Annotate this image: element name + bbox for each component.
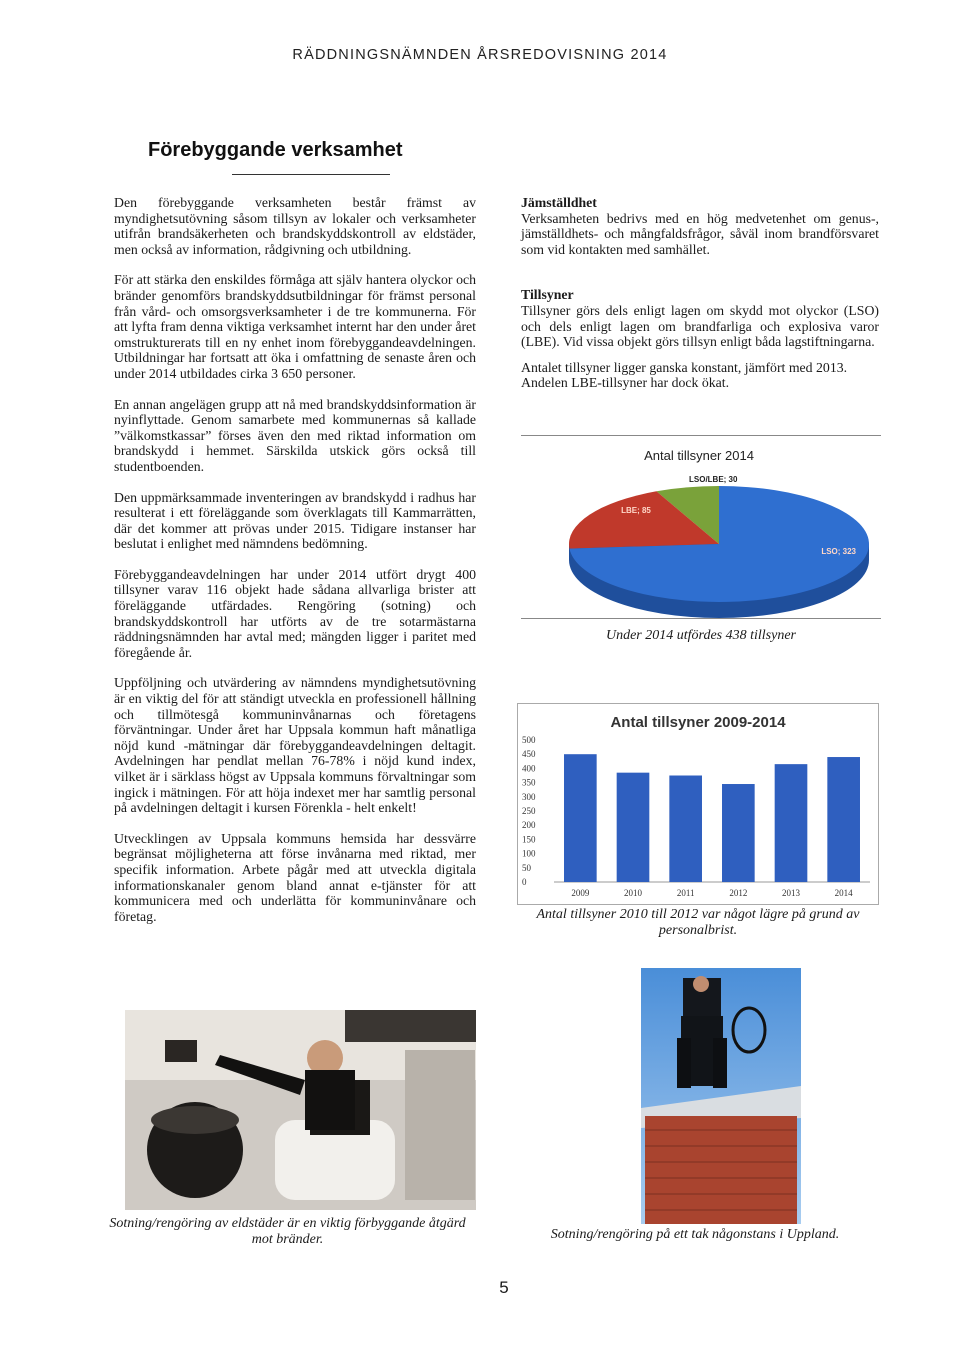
left-column <box>114 195 476 939</box>
tillsyner-text-2: Antalet tillsyner ligger ganska konstant, jämfört med 2013. Andelen LBE-tillsyner har dock ökat. <box>521 359 848 391</box>
pie-chart <box>521 435 881 619</box>
y-tick-label: 400 <box>522 763 536 774</box>
right-column <box>521 195 879 406</box>
bar-2012 <box>722 784 755 882</box>
x-tick-label: 2011 <box>676 888 695 898</box>
jamstalldhet-heading: Jämställdhet <box>521 195 597 210</box>
pie-data-label: LSO; 323 <box>821 547 856 556</box>
paragraph-education: För att stärka den enskildes förmåga att själv hantera olyckor och bränder genomförs brandskyddsutbildningar för främst personal från vård- och omsorgsverksamheter i de tre kommunerna. För att lyfta fram denna viktiga verksamhet internt har den under året omstrukturerats till en ny enhet inom förebyggandeavdelningen. Utbildningar har fortsatt att öka i omfattning de senaste åren och under 2014 utbildades cirka 3 650 personer. <box>114 272 476 381</box>
y-tick-label: 450 <box>522 749 536 760</box>
paragraph-newcomers: En annan angelägen grupp att nå med brandskyddsinformation är nyinflyttade. Genom samarbete med kommunernas så kallade ”välkomstkassar” förses även den med riktad information om brandskydd i hemmet. Särskilda utskick görs också till studentboenden. <box>114 396 476 474</box>
title-underline <box>232 174 390 175</box>
y-tick-label: 0 <box>522 877 527 887</box>
x-tick-label: 2012 <box>729 888 748 898</box>
paragraph-website: Utvecklingen av Uppsala kommuns hemsida har dessvärre begränsat möjligheterna att förse invånarna med riktad, mer specifik information. Arbete pågår med att utveckla digitala informationskanaler genom bland annat e-tjänster för att kommunicera med och underlätta för kommuninvånare och företag. <box>114 830 476 924</box>
section-title: Förebyggande verksamhet <box>148 139 403 161</box>
pie-data-label: LSO/LBE; 30 <box>689 475 738 484</box>
bar-chart-caption: Antal tillsyner 2010 till 2012 var något lägre på grund av personalbrist. <box>536 907 860 938</box>
tillsyner-text: Tillsyner görs dels enligt lagen om skydd mot olyckor (LSO) och dels enligt lagen om brandfarliga och explosiva varor (LBE). Vid vissa objekt görs tillsyn enligt båda lagstiftningarna. <box>521 302 879 350</box>
paragraph-inventory: Den uppmärksammade inventeringen av brandskydd i radhus har resulterat i ett föreläggande som överklagats till Kammarrätten, där det kommer att prövas under 2015. Tidigare instanser har beslutat i enlighet med nämndens bedömning. <box>114 489 476 552</box>
bar-2014 <box>827 757 860 882</box>
paragraph-intro: Den förebyggande verksamheten består främst av myndighetsutövning såsom tillsyn av lokaler och verksamheter utifrån brandsäkerheten och brandskyddskontroll av eldstäder, men också av information, rådgivning och utbildning. <box>114 195 476 257</box>
page-number: 5 <box>499 1278 509 1297</box>
x-tick-label: 2009 <box>571 888 590 898</box>
x-tick-label: 2010 <box>624 888 642 898</box>
sweep-roof-photo <box>641 968 801 1224</box>
y-tick-label: 250 <box>522 806 536 816</box>
bar-2011 <box>669 776 702 883</box>
bar-2009 <box>564 754 597 882</box>
jamstalldhet-text: Verksamheten bedrivs med en hög medvetenhet om genus-, jämställdhets- och mångfaldsfrågor, såväl inom brandförsvaret som vid kontakten med samhället. <box>521 210 879 257</box>
x-tick-label: 2014 <box>834 888 853 898</box>
paragraph-followup: Uppföljning och utvärdering av nämndens myndighetsutövning är en viktig del för att ständigt utveckla en professionell hållning och tillmötesgå kommuninvånarnas och företagens förväntningar. Under året har Uppsala kommun haft månatliga nöjd kund -mätningar där förebyggandeavdelningen deltagit. Avdelningen har pendlat mellan 76-78% i nöjd kund index, vilket är i särklass högst av Uppsala kommuns förvaltningar som ingick i mätningen. För att höja indexet mer har samtlig personal på avdelningen deltagit i kursen Förenkla - helt enkelt! <box>114 675 476 816</box>
y-tick-label: 100 <box>522 848 536 859</box>
y-tick-label: 350 <box>522 777 536 788</box>
y-tick-label: 500 <box>522 735 536 745</box>
tillsyner-heading: Tillsyner <box>521 287 574 303</box>
x-tick-label: 2013 <box>782 888 800 898</box>
bar-chart <box>517 703 879 905</box>
pie-chart-caption: Under 2014 utfördes 438 tillsyner <box>605 628 797 643</box>
y-tick-label: 300 <box>522 791 536 802</box>
y-tick-label: 200 <box>522 820 536 831</box>
photo-left-caption: Sotning/rengöring av eldstäder är en viktig förbyggande åtgärd mot bränder. <box>109 1216 466 1247</box>
photo-right-caption: Sotning/rengöring på ett tak någonstans i Uppland. <box>550 1227 840 1242</box>
bar-2010 <box>617 773 650 882</box>
sweep-indoor-photo <box>125 1010 476 1210</box>
report-header: RÄDDNINGSNÄMNDEN ÅRSREDOVISNING 2014 <box>292 47 668 63</box>
pie-data-label: LBE; 85 <box>621 506 651 515</box>
jamstalldhet-block <box>521 195 879 257</box>
paragraph-inspections: Förebyggandeavdelningen har under 2014 utfört drygt 400 tillsyner varav 116 objekt hade sådana allvarliga brister att föreläggande utfärdades. Rengöring (sotning) och brandskyddskontroll har utförts av de tre sotarmästarna räddningsnämnden har avtal med; mängden ligger i paritet med föregående år. <box>114 566 476 660</box>
y-tick-label: 150 <box>522 834 536 845</box>
bar-chart-title: Antal tillsyner 2009-2014 <box>610 714 786 731</box>
y-tick-label: 50 <box>522 862 531 873</box>
tillsyner-block <box>521 287 879 391</box>
pie-chart-title: Antal tillsyner 2014 <box>644 448 754 463</box>
bar-2013 <box>775 764 808 882</box>
